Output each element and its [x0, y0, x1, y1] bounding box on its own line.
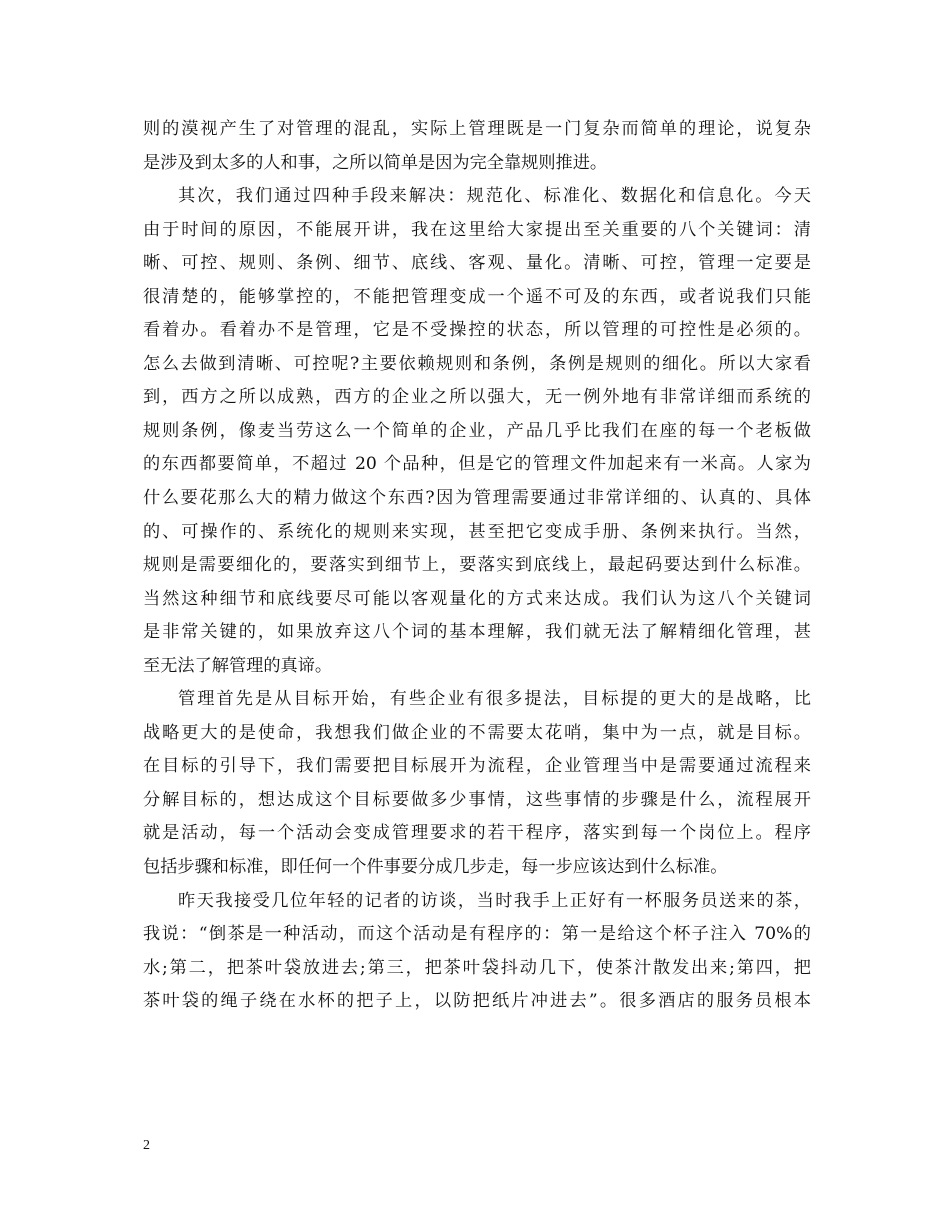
paragraph-keywords	[143, 180, 811, 683]
text-line: 战略更大的是使命，我想我们做企业的不需要太花哨，集中为一点，就是目标。	[143, 722, 811, 743]
text-line: 到，西方之所以成熟，西方的企业之所以强大，无一例外地有非常详细而系统的	[143, 387, 811, 408]
text-line: 的、可操作的、系统化的规则来实现，甚至把它变成手册、条例来执行。当然，	[143, 521, 811, 542]
text-line: 至无法了解管理的真谛。	[143, 655, 333, 676]
text-line: 规则是需要细化的，要落实到细节上，要落实到底线上，最起码要达到什么标准。	[143, 555, 811, 576]
text-line: 晰、可控、规则、条例、细节、底线、客观、量化。清晰、可控，管理一定要是	[143, 253, 811, 274]
text-line: 茶叶袋的绳子绕在水杯的把子上，以防把纸片冲进去”。很多酒店的服务员根本	[143, 991, 811, 1012]
text-line: 则的漠视产生了对管理的混乱，实际上管理既是一门复杂而简单的理论，说复杂	[143, 119, 811, 139]
paragraph-continued	[143, 113, 811, 180]
text-line: 的东西都要简单，不超过 20 个品种，但是它的管理文件加起来有一米高。人家为	[143, 454, 811, 475]
text-line: 管理首先是从目标开始，有些企业有很多提法，目标提的更大的是战略，比	[178, 689, 811, 710]
text-line: 就是活动，每一个活动会变成管理要求的若干程序，落实到每一个岗位上。程序	[143, 823, 811, 844]
text-line: 我说：“倒茶是一种活动，而这个活动是有程序的：第一是给这个杯子注入 70%的	[143, 924, 811, 945]
paragraph-tea	[143, 885, 811, 1019]
paragraph-goals	[143, 683, 811, 884]
text-line: 什么要花那么大的精力做这个东西?因为管理需要通过非常详细的、认真的、具体	[143, 488, 811, 509]
text-line: 规则条例，像麦当劳这么一个简单的企业，产品几乎比我们在座的每一个老板做	[143, 420, 811, 441]
text-line: 看着办。看着办不是管理，它是不受操控的状态，所以管理的可控性是必须的。	[143, 320, 811, 341]
text-line: 是非常关键的，如果放弃这八个词的基本理解，我们就无法了解精细化管理，甚	[143, 622, 811, 643]
text-line: 其次，我们通过四种手段来解决：规范化、标准化、数据化和信息化。今天	[178, 186, 811, 207]
text-line: 怎么去做到清晰、可控呢?主要依赖规则和条例，条例是规则的细化。所以大家看	[143, 353, 811, 374]
text-line: 很清楚的，能够掌控的，不能把管理变成一个遥不可及的东西，或者说我们只能	[143, 286, 811, 307]
document-body	[143, 113, 811, 1019]
text-line: 分解目标的，想达成这个目标要做多少事情，这些事情的步骤是什么，流程展开	[143, 789, 811, 810]
text-line: 由于时间的原因，不能展开讲，我在这里给大家提出至关重要的八个关键词：清	[143, 219, 811, 240]
text-line: 水;第二，把茶叶袋放进去;第三，把茶叶袋抖动几下，使茶汁散发出来;第四，把	[143, 957, 811, 978]
text-line: 包括步骤和标准，即任何一个件事要分成几步走，每一步应该达到什么标准。	[143, 857, 728, 878]
text-line: 昨天我接受几位年轻的记者的访谈，当时我手上正好有一杯服务员送来的茶，	[178, 890, 811, 911]
page-number: 2	[143, 1138, 150, 1153]
text-line: 是涉及到太多的人和事，之所以简单是因为完全靠规则推进。	[143, 152, 608, 173]
text-line: 当然这种细节和底线要尽可能以客观量化的方式来达成。我们认为这八个关键词	[143, 588, 811, 609]
text-line: 在目标的引导下，我们需要把目标展开为流程，企业管理当中是需要通过流程来	[143, 756, 811, 777]
